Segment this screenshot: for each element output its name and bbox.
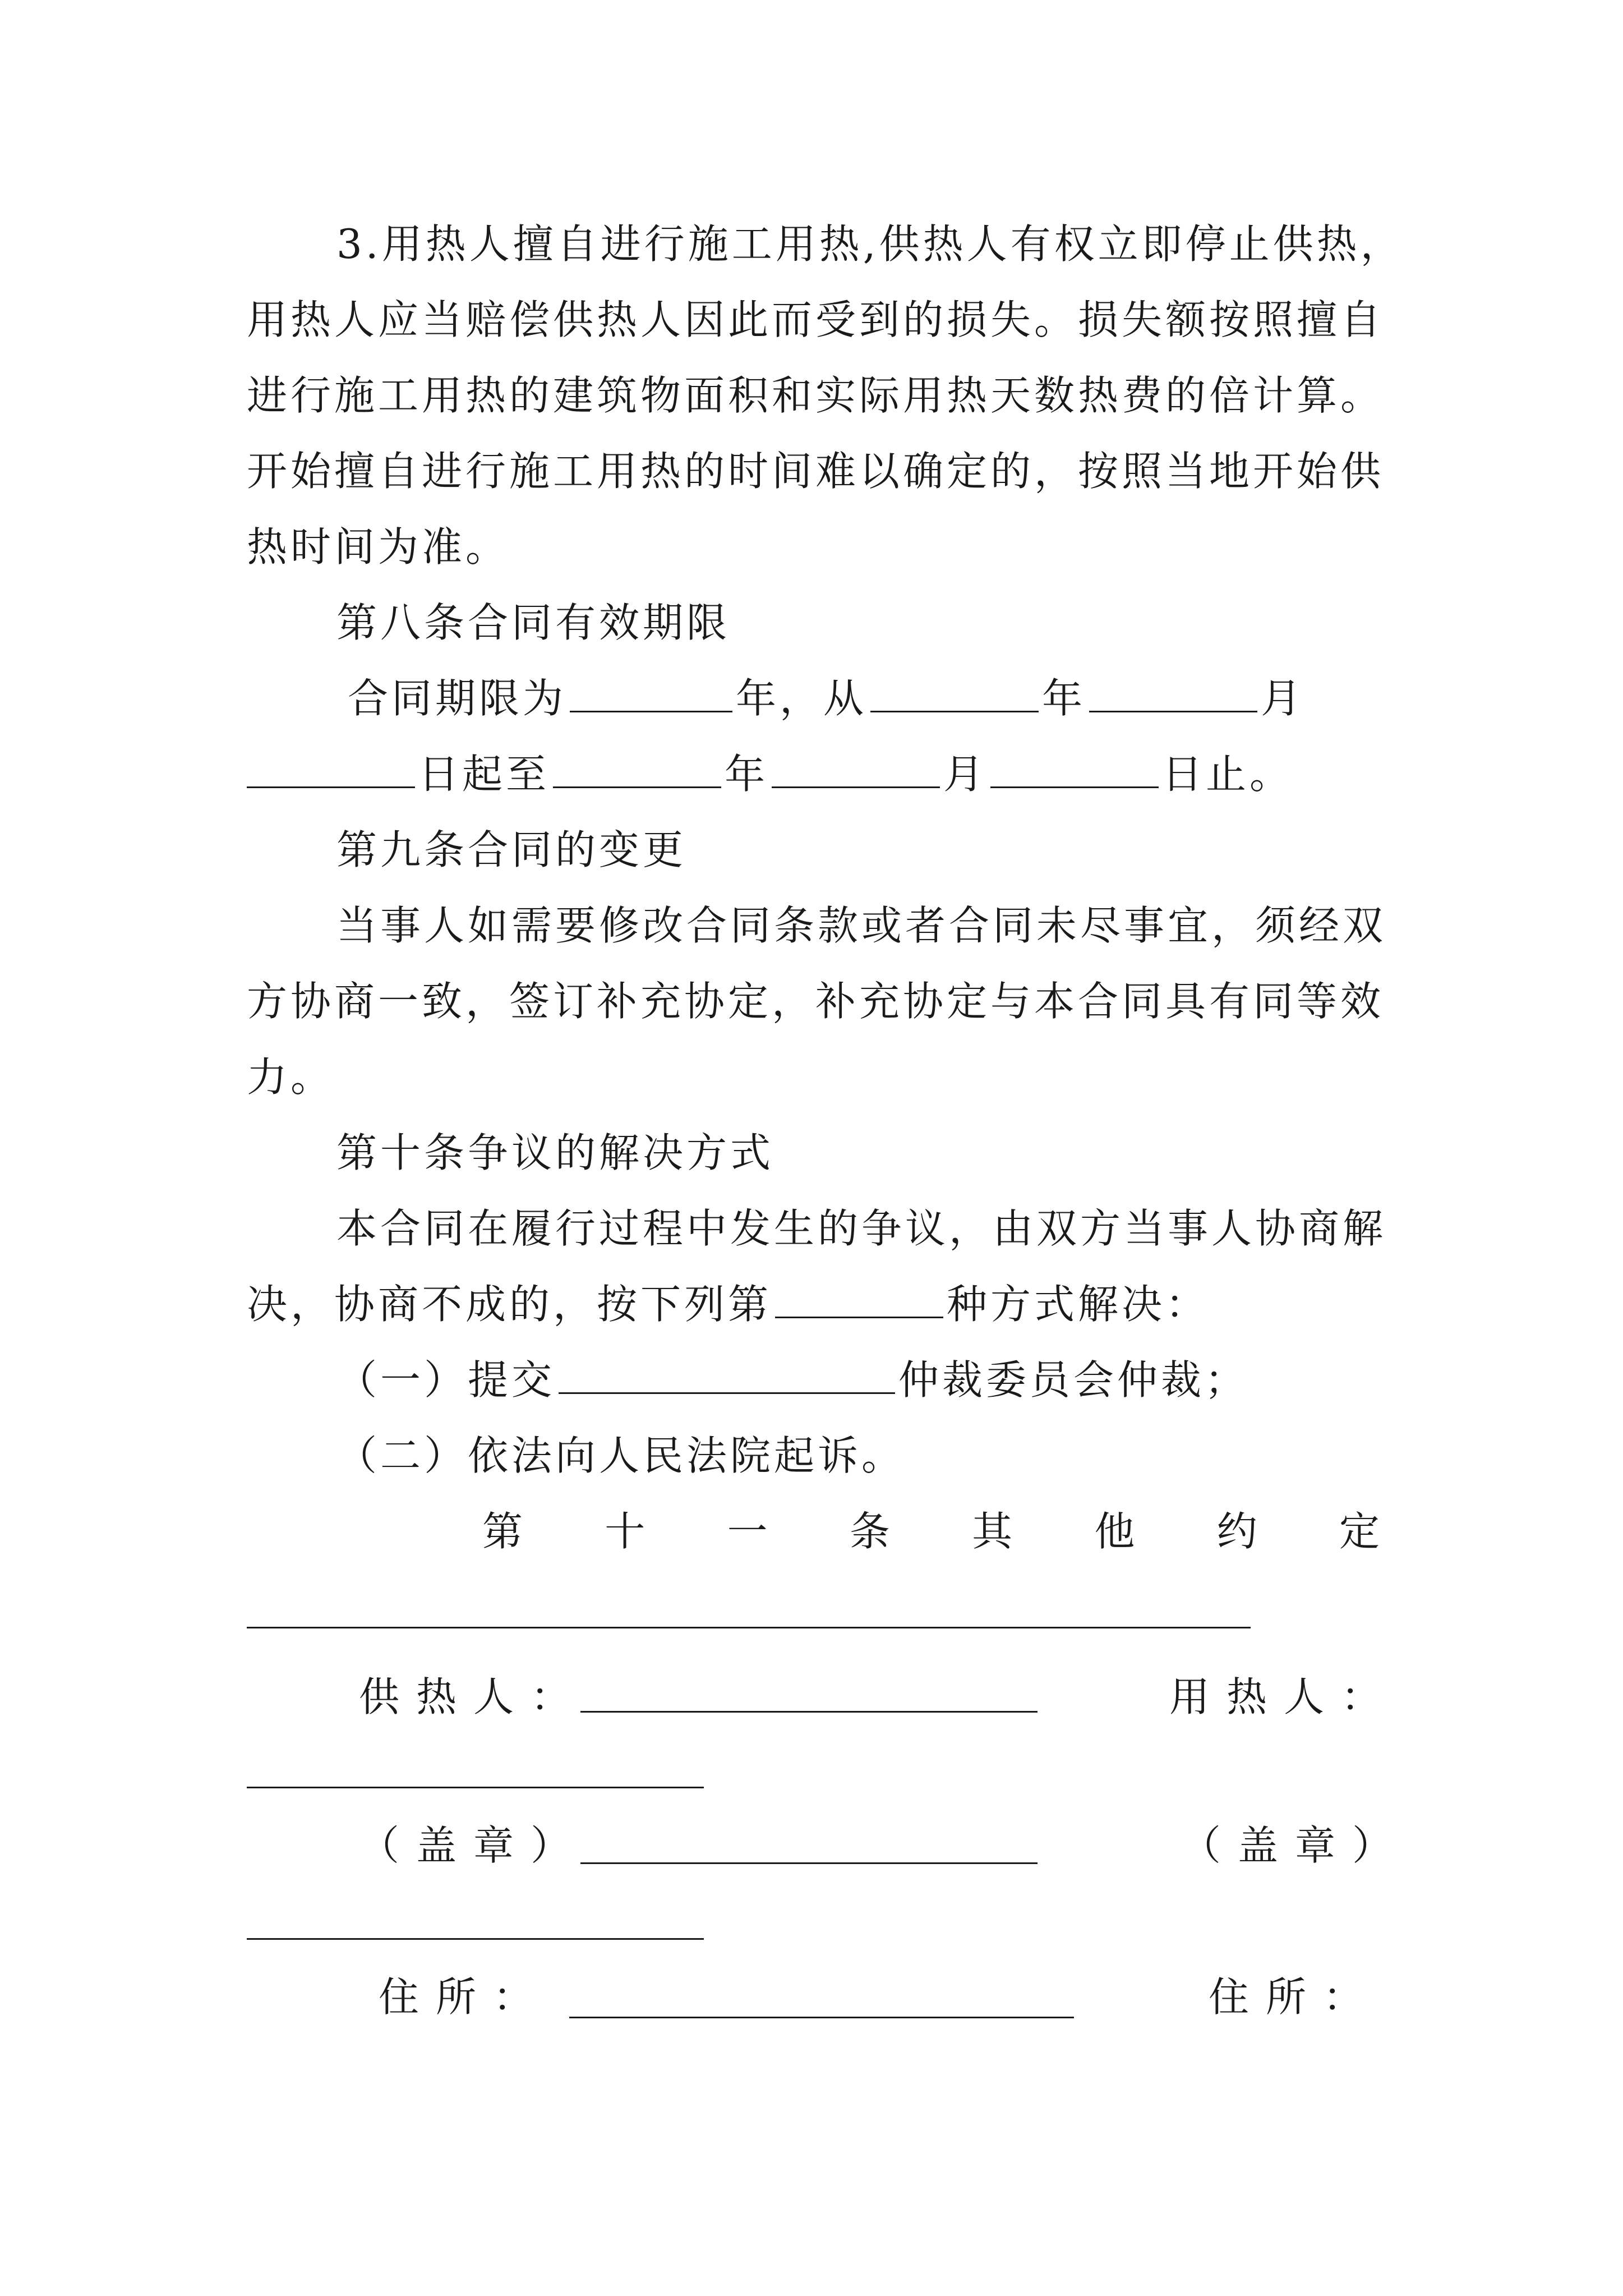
day-from-label: 日起至 bbox=[418, 751, 550, 798]
clause9-line-1: 当事人如需要修改合同条款或者合同未尽事宜，须经双 bbox=[336, 902, 1387, 949]
heater-signature-line[interactable] bbox=[580, 1711, 1038, 1713]
address-right: 住所： bbox=[1209, 1973, 1381, 2021]
heater-label: 供热人： bbox=[359, 1673, 588, 1720]
arbitration-commission-blank[interactable] bbox=[559, 1353, 895, 1394]
end-month-blank[interactable] bbox=[772, 747, 940, 788]
clause11-char: 十 bbox=[605, 1508, 645, 1555]
clause7-item3-line-3: 进行施工用热的建筑物面积和实际用热天数热费的倍计算。 bbox=[247, 372, 1385, 419]
term-prefix: 合同期限为 bbox=[348, 675, 567, 722]
year-from-label: 年，从 bbox=[736, 675, 868, 722]
start-day-blank[interactable] bbox=[247, 747, 415, 788]
clause9-heading: 第九条合同的变更 bbox=[336, 826, 687, 873]
clause11-char: 他 bbox=[1094, 1508, 1135, 1555]
clause10-line-2 bbox=[247, 1276, 1209, 1332]
method-number-blank[interactable] bbox=[775, 1277, 943, 1318]
clause8-date-line bbox=[247, 746, 1293, 802]
clause9-line-3: 力。 bbox=[247, 1053, 335, 1101]
clause11-char: 条 bbox=[849, 1508, 890, 1555]
option1-prefix: （一）提交 bbox=[336, 1356, 556, 1404]
heater-seal-line[interactable] bbox=[580, 1862, 1038, 1864]
address-left: 住所： bbox=[379, 1973, 551, 2021]
end-year-blank[interactable] bbox=[553, 747, 721, 788]
clause8-term-line bbox=[348, 670, 1304, 726]
end-day-blank[interactable] bbox=[990, 747, 1159, 788]
seal-left: （盖章） bbox=[359, 1822, 588, 1869]
option1-suffix: 仲裁委员会仲裁； bbox=[898, 1356, 1249, 1404]
clause11-char: 定 bbox=[1339, 1508, 1380, 1555]
start-month-blank[interactable] bbox=[1089, 671, 1257, 712]
clause11-char: 其 bbox=[972, 1508, 1013, 1555]
heater-address-line[interactable] bbox=[569, 2017, 1074, 2018]
clause7-item3-line-5: 热时间为准。 bbox=[247, 523, 510, 570]
seal-right: （盖章） bbox=[1181, 1822, 1410, 1869]
user-seal-line[interactable] bbox=[247, 1938, 704, 1940]
clause11-char: 一 bbox=[727, 1508, 768, 1555]
clause8-heading: 第八条合同有效期限 bbox=[336, 599, 731, 646]
day-to-label: 日止。 bbox=[1162, 751, 1294, 798]
year-label: 年 bbox=[1042, 675, 1086, 722]
method-prefix: 决，协商不成的，按下列第 bbox=[247, 1281, 772, 1328]
clause11-char: 约 bbox=[1216, 1508, 1257, 1555]
clause10-line-1: 本合同在履行过程中发生的争议，由双方当事人协商解 bbox=[336, 1205, 1387, 1252]
clause10-heading: 第十条争议的解决方式 bbox=[336, 1129, 774, 1176]
method-suffix: 种方式解决： bbox=[947, 1281, 1210, 1328]
clause7-item3-line-1: 3.用热人擅自进行施工用热,供热人有权立即停止供热， bbox=[336, 220, 1404, 268]
end-month-label: 月 bbox=[943, 751, 988, 798]
clause7-item3-line-2: 用热人应当赔偿供热人因此而受到的损失。损失额按照擅自 bbox=[247, 296, 1385, 343]
month-label: 月 bbox=[1261, 675, 1305, 722]
other-terms-blank-line[interactable] bbox=[247, 1627, 1251, 1628]
term-years-blank[interactable] bbox=[570, 671, 732, 712]
user-label: 用热人： bbox=[1169, 1673, 1399, 1720]
clause11-heading bbox=[482, 1503, 1380, 1559]
option-litigation: （二）依法向人民法院起诉。 bbox=[336, 1432, 906, 1479]
start-year-blank[interactable] bbox=[870, 671, 1039, 712]
clause7-item3-line-4: 开始擅自进行施工用热的时间难以确定的，按照当地开始供 bbox=[247, 448, 1385, 495]
end-year-label: 年 bbox=[725, 751, 769, 798]
clause11-char: 第 bbox=[482, 1508, 523, 1555]
user-signature-line[interactable] bbox=[247, 1787, 704, 1788]
option-arbitration bbox=[336, 1352, 1248, 1408]
clause9-line-2: 方协商一致，签订补充协定，补充协定与本合同具有同等效 bbox=[247, 978, 1385, 1025]
